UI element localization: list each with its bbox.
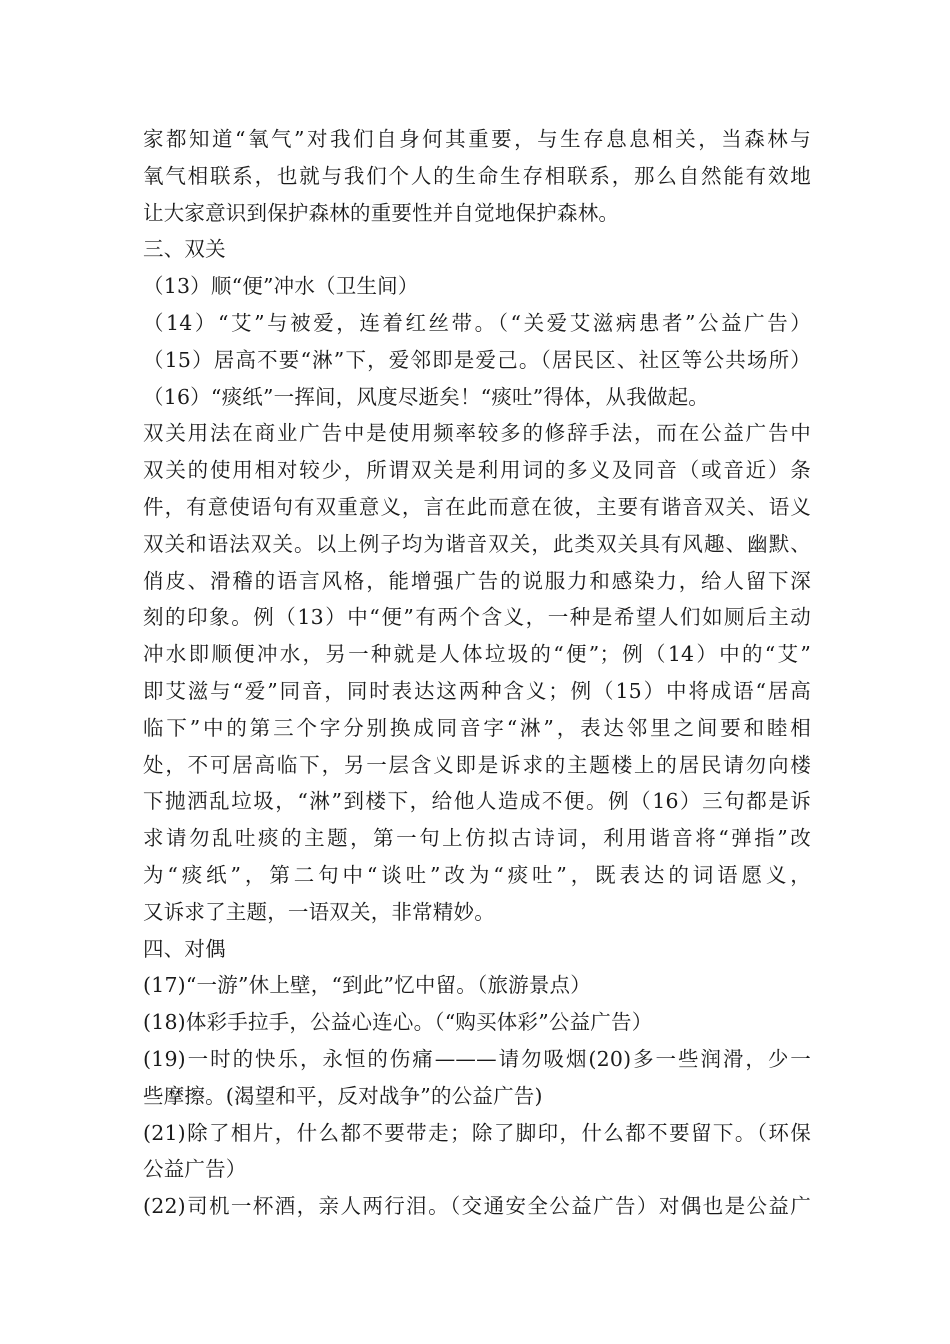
text-line: 家都知道“氧气”对我们自身何其重要，与生存息息相关，当森林与 <box>143 127 811 151</box>
text-line: 下抛洒乱垃圾，“淋”到楼下，给他人造成不便。例（16）三句都是诉 <box>143 789 811 814</box>
text-line: 让大家意识到保护森林的重要性并自觉地保护森林。 <box>143 200 620 225</box>
example-line: （15）居高不要“淋”下，爱邻即是爱己。（居民区、社区等公共场所） <box>143 347 811 372</box>
example-line: （14）“艾”与被爱，连着红丝带。（“关爱艾滋病患者”公益广告） <box>143 310 811 335</box>
example-line: 公益广告） <box>143 1157 247 1182</box>
text-line: 为“痰纸”，第二句中“谈吐”改为“痰吐”，既表达的词语愿义， <box>143 862 811 887</box>
example-line: (19)一时的快乐，永恒的伤痛———请勿吸烟(20)多一些润滑，少一 <box>143 1046 811 1071</box>
text-line: 冲水即顺便冲水，另一种就是人体垃圾的“便”；例（14）中的“艾” <box>143 642 811 667</box>
text-line: (22)司机一杯酒，亲人两行泪。（交通安全公益广告）对偶也是公益广 <box>143 1194 811 1219</box>
text-line: 又诉求了主题，一语双关，非常精妙。 <box>143 899 495 924</box>
example-line: （16）“痰纸”一挥间，风度尽逝矣！“痰吐”得体，从我做起。 <box>143 384 710 409</box>
example-line: (17)“一游”休上壁，“到此”忆中留。（旅游景点） <box>143 973 591 998</box>
text-line: 处，不可居高临下，另一层含义即是诉求的主题楼上的居民请勿向楼 <box>143 752 811 777</box>
example-line: (18)体彩手拉手，公益心连心。（“购买体彩”公益广告） <box>143 1010 653 1035</box>
text-line: 双关用法在商业广告中是使用频率较多的修辞手法，而在公益广告中 <box>143 421 811 446</box>
section-heading: 四、对偶 <box>143 936 226 961</box>
text-line: 刻的印象。例（13）中“便”有两个含义，一种是希望人们如厕后主动 <box>143 605 811 630</box>
example-line: (21)除了相片，什么都不要带走；除了脚印，什么都不要留下。（环保 <box>143 1120 811 1145</box>
section-heading: 三、双关 <box>143 237 226 262</box>
text-line: 件，有意使语句有双重意义，言在此而意在彼，主要有谐音双关、语义 <box>143 494 811 519</box>
text-line: 俏皮、滑稽的语言风格，能增强广告的说服力和感染力，给人留下深 <box>143 568 811 593</box>
example-line: （13）顺“便”冲水（卫生间） <box>143 274 419 299</box>
text-line: 求请勿乱吐痰的主题，第一句上仿拟古诗词，利用谐音将“弹指”改 <box>143 826 811 851</box>
text-line: 双关和语法双关。以上例子均为谐音双关，此类双关具有风趣、幽默、 <box>143 531 811 556</box>
text-line: 即艾滋与“爱”同音，同时表达这两种含义；例（15）中将成语“居高 <box>143 678 811 703</box>
body-text <box>143 121 811 1225</box>
text-line: 双关的使用相对较少，所谓双关是利用词的多义及同音（或音近）条 <box>143 458 811 483</box>
text-line: 临下”中的第三个字分别换成同音字“淋”，表达邻里之间要和睦相 <box>143 715 811 740</box>
text-line: 氧气相联系，也就与我们个人的生命生存相联系，那么自然能有效地 <box>143 163 811 188</box>
example-line: 些摩擦。(渴望和平，反对战争”的公益广告) <box>143 1083 543 1108</box>
